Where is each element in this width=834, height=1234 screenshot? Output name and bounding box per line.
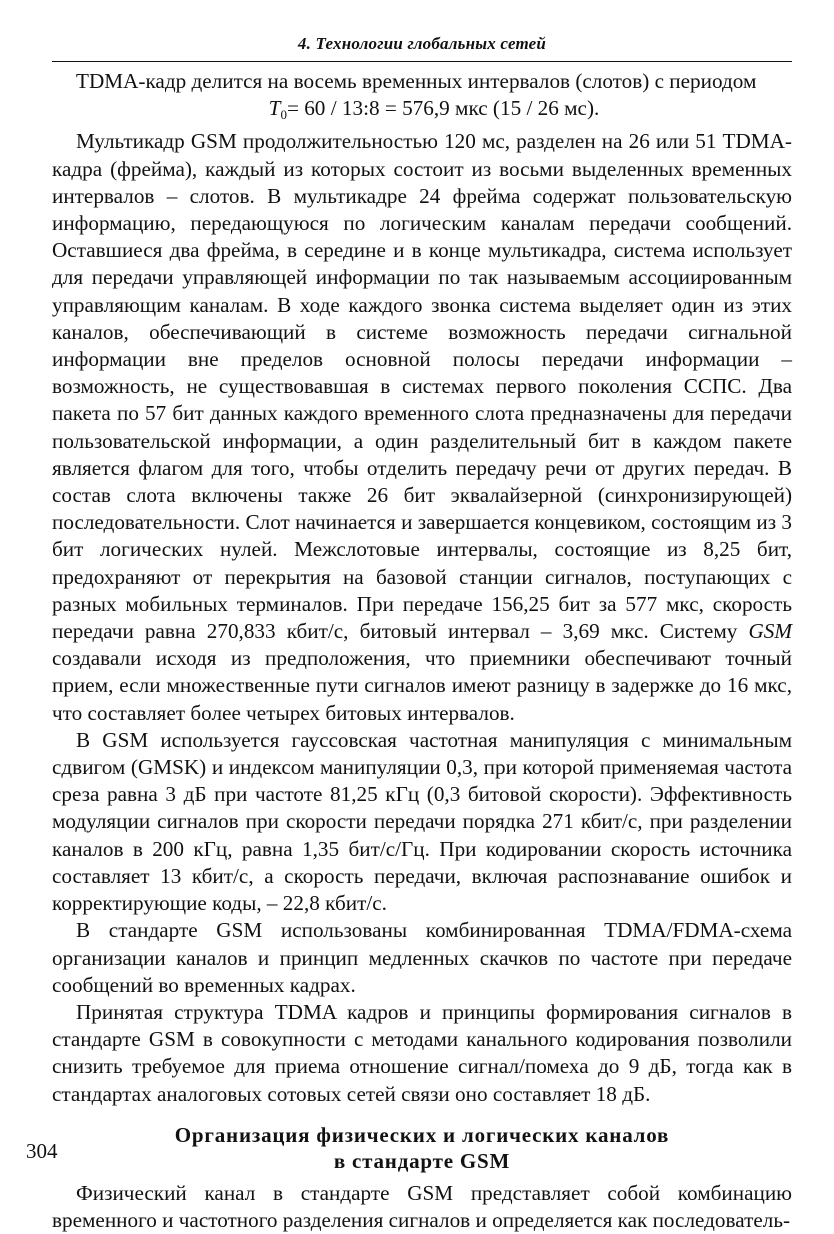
paragraph-multiframe-part-b: создавали исходя из предположения, что приемники обеспечивают точный прием, если множественные пути сигналов имеют разницу в задержке до 16 мкс, что составляет более четырех битовых интервалов. bbox=[52, 646, 792, 725]
gsm-italic: GSM bbox=[748, 619, 792, 644]
paragraph-tdma-fdma: В стандарте GSM использованы комбинированная TDMA/FDMA-схема организации каналов и принцип медленных скачков по частоте при передаче сообщений во временных кадрах. bbox=[52, 918, 792, 997]
section-heading-line1: Организация физических и логических каналов bbox=[174, 1122, 670, 1147]
paragraph-gmsk: В GSM используется гауссовская частотная манипуляция с минимальным сдвигом (GMSK) и индексом манипуляции 0,3, при которой применяемая частота среза равна 3 дБ при частоте 81,25 кГц (0,3 битовой скорости). Эффективность модуляции сигналов при скорости передачи порядка 271 кбит/с, при разделении каналов в 200 кГц, равна 1,35 бит/с/Гц. При кодировании скорость источника составляет 13 кбит/с, а скорость передачи, включая распознавание ошибок и корректирующие коды, – 22,8 кбит/с. bbox=[52, 727, 792, 916]
formula-subscript: 0 bbox=[280, 107, 287, 123]
formula-value: = 60 / 13:8 = 576,9 мкс (15 / 26 мс). bbox=[286, 96, 600, 121]
paragraph-snr: Принятая структура TDMA кадров и принципы формирования сигналов в стандарте GSM в совокупности с методами канального кодирования позволили снизить требуемое для приема отношение сигнал/помеха до 9 дБ, тогда как в стандартах аналоговых сотовых сетей связи оно составляет 18 дБ. bbox=[52, 999, 792, 1106]
paragraph-multiframe-part-a: Мультикадр GSM продолжительностью 120 мс, разделен на 26 или 51 TDMA-кадра (фрейма), каждый из которых состоит из восьми выделенных временных интервалов – слотов. В мультикадре 24 фрейма содержат пользовательскую информацию, передающуюся по логическим каналам передачи сообщений. Оставшиеся два фрейма, в середине и в конце мультикадра, система использует для передачи управляющей информации по так называемым ассоциированным управляющим каналам. В ходе каждого звонка система выделяет один из этих каналов, обеспечивающий в системе возможность передачи сигнальной информации вне пределов основной полосы передачи информации – возможность, не существовавшая в системах первого поколения ССПС. Два пакета по 57 бит данных каждого временного слота предназначены для передачи пользовательской информации, а один разделительный бит в каждом пакете является флагом для того, чтобы отделить передачу речи от других передач. В состав слота включены также 26 бит эквалайзерной (синхронизирующей) последовательности. Слот начинается и завершается концевиком, состоящим из 3 бит логических нулей. Межслотовые интервалы, состоящие из 8,25 бит, предохраняют от перекрытия на базовой станции сигналов, поступающих с разных мобильных терминалов. При передаче 156,25 бит за 577 мкс, скорость передачи равна 270,833 кбит/с, битовый интервал – 3,69 мкс. Систему bbox=[52, 129, 792, 644]
section-heading-line2: в стандарте GSM bbox=[333, 1148, 511, 1173]
header-rule bbox=[52, 61, 792, 62]
running-header: 4. Технологии глобальных сетей bbox=[297, 34, 547, 53]
section-heading bbox=[52, 1122, 792, 1174]
paragraph-multiframe bbox=[52, 128, 792, 726]
intro-line: TDMA-кадр делится на восемь временных интервалов (слотов) с периодом bbox=[76, 69, 757, 93]
formula-symbol: T bbox=[268, 96, 281, 121]
page-number: 304 bbox=[26, 1139, 58, 1163]
page-body bbox=[52, 68, 792, 1234]
paragraph-physical-channel: Физический канал в стандарте GSM представляет собой комбинацию временного и частотного разделения сигналов и определяется как последователь- bbox=[52, 1180, 792, 1232]
period-formula bbox=[52, 95, 792, 128]
